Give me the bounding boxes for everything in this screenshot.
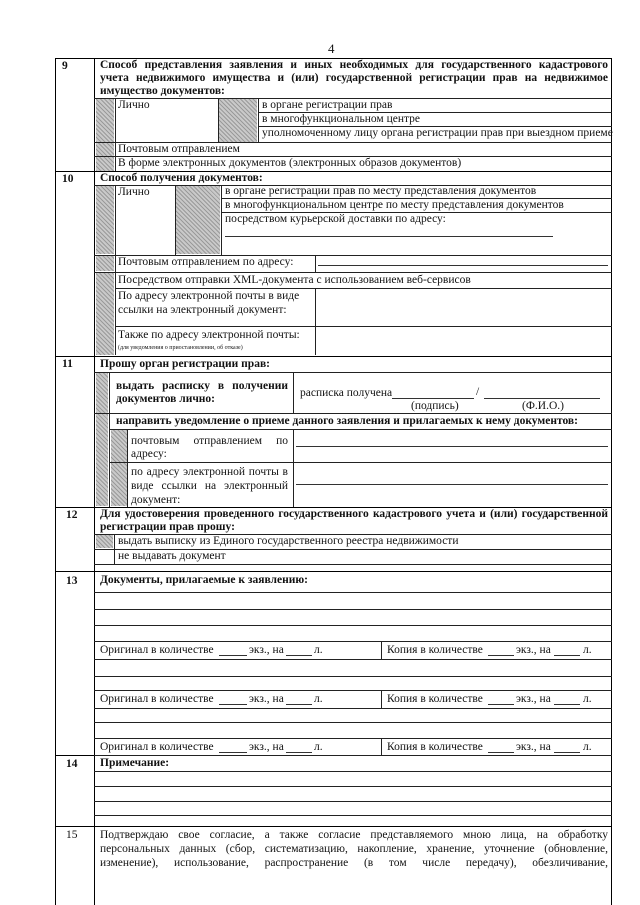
option-label: По адресу электронной почты в виде (118, 290, 300, 302)
email-line[interactable] (296, 484, 608, 485)
address-line[interactable] (296, 446, 608, 447)
checkbox-suboptions[interactable] (176, 186, 220, 254)
checkbox-mail[interactable] (96, 256, 114, 271)
original-count-field[interactable] (219, 704, 247, 705)
signature-caption: (подпись) (411, 400, 459, 412)
option-label: выдать расписку в получении (116, 380, 288, 392)
sheets-field[interactable] (286, 655, 312, 656)
option-label: виде ссылки на электронный (131, 480, 288, 492)
option-label: Также по адресу электронной почты: (118, 329, 300, 341)
section-number: 13 (66, 575, 78, 587)
copies-on-label: экз., на (249, 741, 284, 753)
consent-text: Подтверждаю свое согласие, а также согласие представляемого мною лица, на обработку (100, 829, 608, 841)
original-count-label: Оригинал в количестве (100, 644, 214, 656)
checkbox-receipt[interactable] (96, 373, 108, 413)
checkbox-suboptions[interactable] (219, 99, 257, 142)
copies-on-label: экз., на (249, 693, 284, 705)
sheets-label: л. (583, 741, 592, 753)
checkbox-personally[interactable] (96, 186, 114, 254)
section-title: Способ получения документов: (100, 172, 263, 184)
option-label: ссылки на электронный документ: (118, 304, 287, 316)
original-count-label: Оригинал в количестве (100, 693, 214, 705)
original-count-field[interactable] (219, 752, 247, 753)
copy-count-field[interactable] (488, 655, 514, 656)
copy-count-label: Копия в количестве (387, 693, 483, 705)
section-title-cont: имущество документов: (100, 85, 225, 97)
checkbox-post[interactable] (111, 430, 127, 462)
original-count-field[interactable] (219, 655, 247, 656)
section-title-cont: регистрации прав прошу: (100, 521, 235, 533)
section-number: 10 (62, 173, 74, 185)
checkbox-electronic[interactable] (96, 273, 114, 355)
address-line[interactable] (225, 236, 553, 237)
sheets-field[interactable] (286, 752, 312, 753)
option-label: посредством курьерской доставки по адресу: (225, 213, 446, 225)
checkbox-email[interactable] (111, 463, 127, 506)
fio-line[interactable] (484, 398, 600, 399)
copies-on-label: экз., на (516, 741, 551, 753)
sheets-field[interactable] (554, 655, 580, 656)
consent-text: изменение), использование, распространение (в том числе передачу), обезличивание, (100, 857, 608, 869)
option-label: документ: (131, 494, 181, 506)
option-label: Лично (118, 99, 150, 111)
copy-count-label: Копия в количестве (387, 741, 483, 753)
checkbox-personally[interactable] (96, 99, 114, 142)
option-label: почтовым отправлением по (131, 435, 288, 447)
sheets-label: л. (314, 644, 323, 656)
section-number: 12 (66, 509, 78, 521)
section-number: 14 (66, 758, 78, 770)
receipt-received-label: расписка получена (300, 387, 393, 399)
signature-line[interactable] (392, 398, 474, 399)
option-label: в органе регистрации прав (262, 99, 393, 111)
option-label: в органе регистрации прав по месту представления документов (225, 185, 537, 197)
copies-on-label: экз., на (249, 644, 284, 656)
option-label: выдать выписку из Единого государственного реестра недвижимости (118, 535, 459, 547)
consent-text: персональных данных (сбор, систематизацию, накопление, хранение, уточнение (обновление, (100, 843, 608, 855)
option-label: не выдавать документ (118, 550, 226, 562)
option-label: уполномоченному лицу органа регистрации прав при выездном приеме (262, 127, 613, 139)
section-title: Документы, прилагаемые к заявлению: (100, 574, 308, 586)
option-label: Почтовым отправлением (118, 143, 240, 155)
option-label: документов лично: (116, 393, 216, 405)
sheets-label: л. (583, 644, 592, 656)
option-label: адресу: (131, 448, 167, 460)
option-label: в многофункциональном центре (262, 113, 420, 125)
option-label: по адресу электронной почты в (131, 466, 288, 478)
copy-count-label: Копия в количестве (387, 644, 483, 656)
separator-slash: / (476, 386, 480, 398)
option-note: (для уведомления о приостановлении, об отказе) (118, 345, 243, 351)
original-count-label: Оригинал в количестве (100, 741, 214, 753)
checkbox-notify[interactable] (96, 414, 108, 506)
option-label: в многофункциональном центре по месту представления документов (225, 199, 564, 211)
sheets-label: л. (314, 693, 323, 705)
section-number: 15 (66, 829, 78, 841)
section-number: 11 (62, 358, 73, 370)
section-title: Прошу орган регистрации прав: (100, 358, 270, 370)
sheets-label: л. (583, 693, 592, 705)
option-label: Посредством отправки XML-документа с использованием веб-сервисов (118, 274, 471, 286)
section-title: Примечание: (100, 757, 170, 769)
copies-on-label: экз., на (516, 644, 551, 656)
option-label: Лично (118, 186, 150, 198)
option-label: направить уведомление о приеме данного заявления и прилагаемых к нему документов: (116, 415, 578, 427)
section-title: Способ представления заявления и иных необходимых для государственного кадастрового (100, 59, 608, 71)
copies-on-label: экз., на (516, 693, 551, 705)
option-label: В форме электронных документов (электронных образов документов) (118, 157, 462, 169)
checkbox-issue-extract[interactable] (96, 535, 113, 548)
section-title: Для удостоверения проведенного государственного кадастрового учета и (или) государственной (100, 508, 608, 520)
sheets-field[interactable] (554, 752, 580, 753)
checkbox-mail[interactable] (96, 143, 114, 171)
address-line[interactable] (318, 265, 608, 266)
option-label: Почтовым отправлением по адресу: (118, 256, 294, 268)
section-number: 9 (62, 60, 68, 72)
fio-caption: (Ф.И.О.) (522, 400, 564, 412)
sheets-field[interactable] (554, 704, 580, 705)
page-number: 4 (328, 41, 335, 56)
copy-count-field[interactable] (488, 752, 514, 753)
copy-count-field[interactable] (488, 704, 514, 705)
section-title-cont: учета недвижимого имущества и (или) государственной регистрации прав на недвижимое (100, 72, 608, 84)
sheets-label: л. (314, 741, 323, 753)
sheets-field[interactable] (286, 704, 312, 705)
